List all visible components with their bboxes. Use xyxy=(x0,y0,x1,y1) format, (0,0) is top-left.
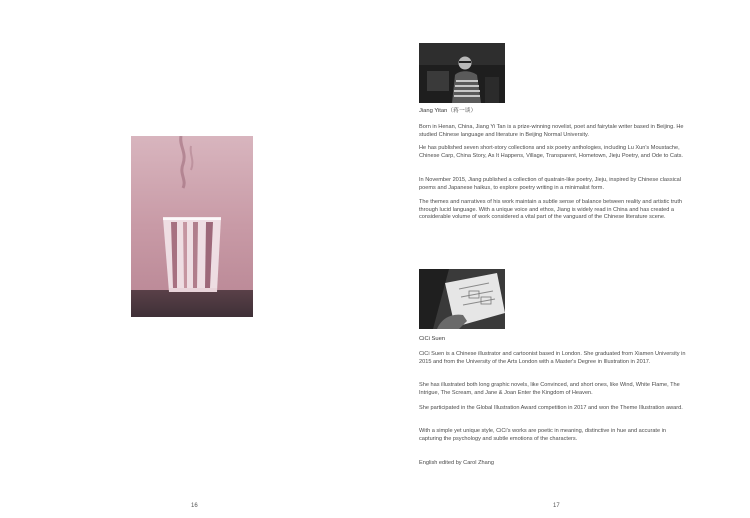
glass-base xyxy=(169,288,217,292)
illustrator-bio-paragraph: CiCi Suen is a Chinese illustrator and cartoonist based in London. She graduated from Xiamen University in 2015 and from the University of the Arts London with a Master's Degree in Illustration in 2017. xyxy=(419,351,686,365)
illustrator-name: CiCi Suen xyxy=(419,336,446,342)
illustrator-bio-paragraph: She has illustrated both long graphic novels, like Convinced, and short ones, like Wind, White Flame, The Intrigue, The Scream, and Jane & Joan Enter the Kingdom of Heaven. xyxy=(419,382,680,396)
illustrator-bio-paragraph: With a simple yet unique style, CiCi's works are poetic in meaning, distinctive in hue and accurate in capturing the psychology and subtle emotions of the characters. xyxy=(419,428,666,442)
illustrator-bio-paragraph: She participated in the Global Illustration Award competition in 2017 and won the Theme Illustration award. xyxy=(419,405,683,411)
author-bio-paragraph: In November 2015, Jiang published a collection of quatrain-like poetry, Jieju, inspired by Chinese classical poems and Japanese haikus, to explore poetry writing in a minimalist form. xyxy=(419,177,682,191)
table-surface xyxy=(131,290,253,317)
page-number-left: 16 xyxy=(191,503,198,509)
author-bio-paragraph: The themes and narratives of his work maintain a subtle sense of balance between reality and artistic truth through lucid language. With a unique voice and ethos, Jiang is widely read in China and has created a considerable volume of work considered a vital part of the vanguard of the Chinese literature scene. xyxy=(419,199,683,221)
editor-credit: English edited by Carol Zhang xyxy=(419,460,494,466)
glass-rim xyxy=(163,217,221,220)
author-bio-paragraph: Born in Henan, China, Jiang Yi Tan is a prize-winning novelist, poet and fairytale writer based in Beijing. He studied Chinese language and literature in Beijing Normal University. xyxy=(419,124,684,138)
author-bio-paragraph: He has published seven short-story collections and six poetry anthologies, including Lu Xun's Moustache, Chinese Carp, China Story, As It Happens, Village, Transparent, Hometown, Jieju Poetry, and Ode to Cats. xyxy=(419,145,683,159)
author-photo xyxy=(419,43,505,103)
author-name: Jiang Yitan（蒋一谈） xyxy=(419,108,477,114)
watercolor-glass-illustration xyxy=(131,136,253,317)
illustrator-photo xyxy=(419,269,505,329)
right-page xyxy=(375,0,750,518)
page-number-right: 17 xyxy=(553,503,560,509)
